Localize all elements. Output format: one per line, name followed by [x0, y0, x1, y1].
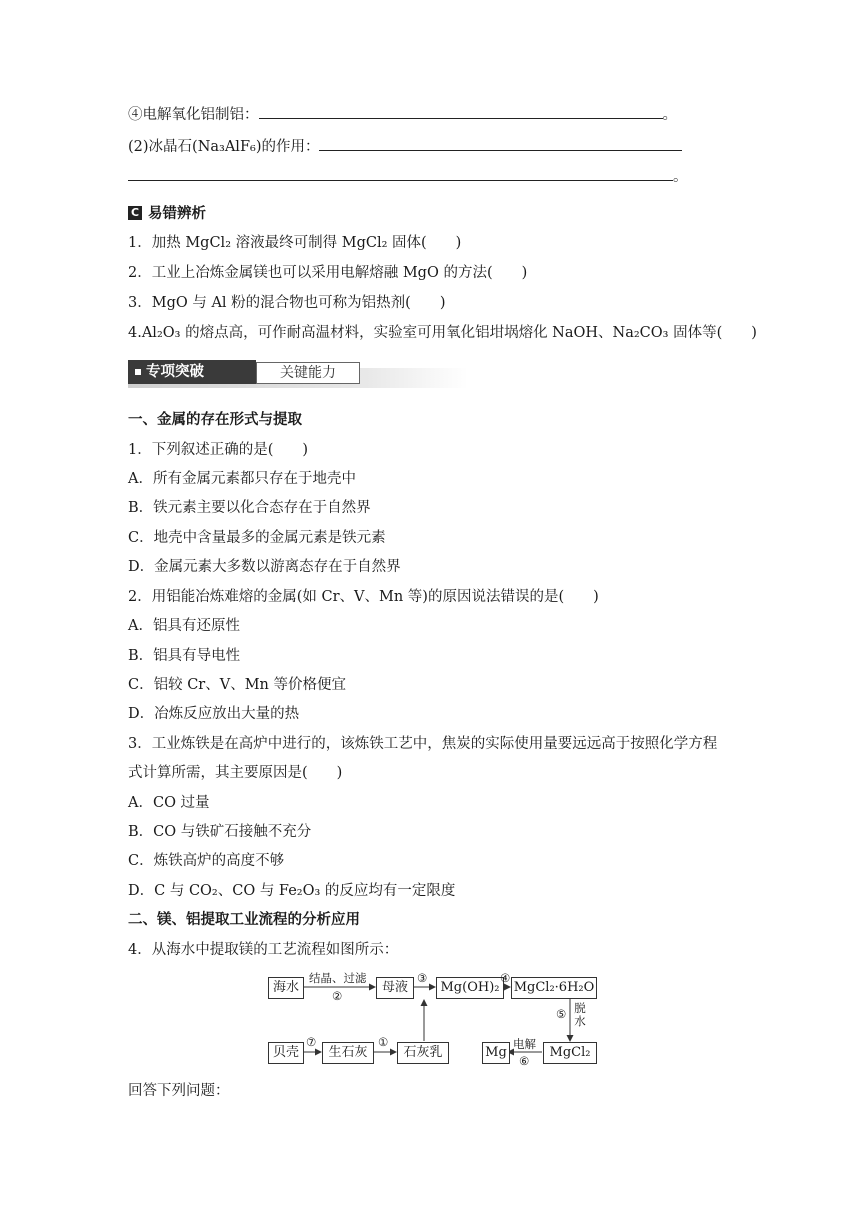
- error-item: 3．MgO 与 Al 粉的混合物也可称为铝热剂( ): [128, 295, 446, 311]
- answer-prompt: 回答下列问题：: [128, 1083, 230, 1099]
- node-mgoh2: Mg(OH)₂: [436, 977, 504, 999]
- node-mgcl2: MgCl₂: [543, 1042, 597, 1064]
- label-step1: ①: [378, 1035, 389, 1049]
- label-step2: ②: [332, 989, 343, 1003]
- node-seawater: 海水: [268, 977, 304, 999]
- option: B．CO 与铁矿石接触不充分: [128, 824, 312, 840]
- node-shell: 贝壳: [268, 1042, 304, 1064]
- option: A．铝具有还原性: [128, 618, 240, 634]
- fill-item-cryolite-cont: 。: [128, 166, 688, 187]
- banner-sub: 关键能力: [256, 362, 360, 384]
- section-title: 一、金属的存在形式与提取: [128, 412, 302, 428]
- node-mg: Mg: [482, 1042, 510, 1064]
- label-crystal-filter: 结晶、过滤: [309, 971, 367, 985]
- label-dehydrate: 脱水: [574, 1001, 586, 1028]
- option: D．冶炼反应放出大量的热: [128, 706, 300, 722]
- node-quicklime: 生石灰: [322, 1042, 374, 1064]
- label-step6: ⑥: [519, 1054, 530, 1068]
- answer-blank[interactable]: [259, 104, 663, 119]
- option: D．金属元素大多数以游离态存在于自然界: [128, 559, 401, 575]
- special-breakthrough-banner: [128, 360, 468, 388]
- error-analysis-header: [128, 202, 206, 223]
- error-item: 1．加热 MgCl₂ 溶液最终可制得 MgCl₂ 固体( ): [128, 235, 462, 251]
- label-step5: ⑤: [556, 1007, 567, 1021]
- fill-item-label: ④电解氧化铝制铝：: [128, 107, 259, 123]
- section-title: 二、镁、铝提取工业流程的分析应用: [128, 912, 360, 928]
- node-mgcl2-hydrate: MgCl₂·6H₂O: [511, 977, 597, 999]
- error-section-icon: C: [128, 206, 142, 220]
- square-bullet-icon: [135, 369, 141, 375]
- error-item: 4.Al₂O₃ 的熔点高，可作耐高温材料，实验室可用氧化铝坩埚熔化 NaOH、Na₂CO₃ 固体等( ): [128, 325, 757, 341]
- option: C．地壳中含量最多的金属元素是铁元素: [128, 530, 386, 546]
- label-step3: ③: [417, 971, 428, 985]
- question-stem: 3．工业炼铁是在高炉中进行的，该炼铁工艺中，焦炭的实际使用量要远远高于按照化学方程: [128, 736, 718, 752]
- question-stem: 1．下列叙述正确的是( ): [128, 442, 309, 458]
- option: A．所有金属元素都只存在于地壳中: [128, 471, 356, 487]
- error-section-title: 易错辨析: [148, 206, 206, 222]
- magnesium-process-flow: [268, 972, 598, 1067]
- banner-main: 专项突破: [128, 360, 256, 384]
- option: A．CO 过量: [128, 795, 210, 811]
- label-step4: ④: [500, 971, 511, 985]
- option: C．铝较 Cr、V、Mn 等价格便宜: [128, 677, 346, 693]
- error-item: 2．工业上冶炼金属镁也可以采用电解熔融 MgO 的方法( ): [128, 265, 528, 281]
- question-stem: 2．用铝能冶炼难熔的金属(如 Cr、V、Mn 等)的原因说法错误的是( ): [128, 589, 599, 605]
- fill-item-label: (2)冰晶石(Na₃AlF₆)的作用：: [128, 139, 320, 155]
- node-mother-liquor: 母液: [376, 977, 414, 999]
- question-stem-cont: 式计算所需，其主要原因是( ): [128, 765, 343, 781]
- option: B．铝具有导电性: [128, 648, 241, 664]
- label-step7: ⑦: [306, 1035, 317, 1049]
- node-lime-milk: 石灰乳: [397, 1042, 449, 1064]
- answer-blank[interactable]: [319, 136, 682, 151]
- option: B．铁元素主要以化合态存在于自然界: [128, 500, 371, 516]
- option: C．炼铁高炉的高度不够: [128, 853, 285, 869]
- option: D．C 与 CO₂、CO 与 Fe₂O₃ 的反应均有一定限度: [128, 883, 456, 899]
- fill-item-cryolite: [128, 136, 682, 157]
- answer-blank[interactable]: [128, 166, 673, 181]
- question-stem: 4．从海水中提取镁的工艺流程如图所示：: [128, 942, 399, 958]
- fill-item-electrolysis: ④电解氧化铝制铝： 。: [128, 104, 677, 125]
- label-electrolysis: 电解: [513, 1037, 536, 1051]
